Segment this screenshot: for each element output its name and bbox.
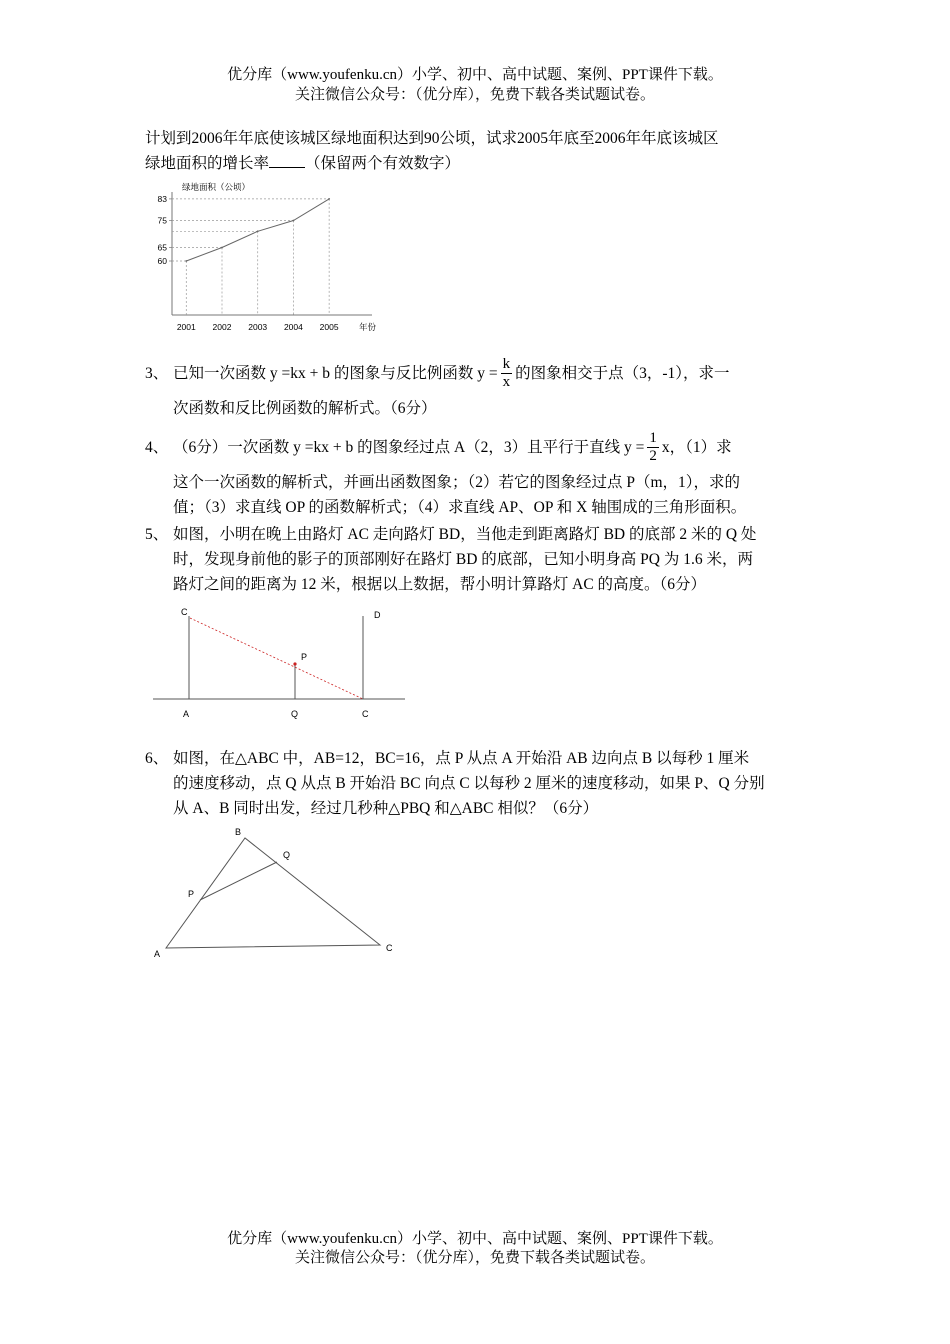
question-3-number: 3、 xyxy=(145,364,169,382)
question-4-text-b: x，（1）求 xyxy=(661,438,732,456)
streetlight-figure xyxy=(150,600,410,725)
y-tick-label: 65 xyxy=(157,242,167,253)
intro-line2 xyxy=(145,151,815,176)
question-3-text-a: 已知一次函数 y =kx + b 的图象与反比例函数 y = xyxy=(173,364,498,382)
y-tick-label: 60 xyxy=(157,256,167,266)
label-b: B xyxy=(235,827,242,837)
chart-title: 绿地面积（公顷） xyxy=(182,182,251,192)
data-point xyxy=(257,230,259,232)
triangle-abc-figure xyxy=(150,825,400,965)
question-3-text-b: 的图象相交于点（3，-1），求一 xyxy=(515,364,730,382)
fraction-numerator: k xyxy=(502,355,511,372)
x-tick-label: 2002 xyxy=(212,322,232,332)
segment-pq xyxy=(200,862,277,900)
y-tick-label: 83 xyxy=(157,193,167,204)
question-5-line1: 如图，小明在晚上由路灯 AC 走向路灯 BD，当他走到距离路灯 BD 的底部 2 米的 Q 处 xyxy=(173,526,757,543)
green-area-chart xyxy=(150,180,390,340)
question-4-text-a: （6分）一次函数 y =kx + b 的图象经过点 A（2，3）且平行于直线 y = xyxy=(173,438,645,456)
x-axis-label: 年份 xyxy=(359,322,377,332)
question-5-number: 5、 xyxy=(145,526,169,543)
label-p: P xyxy=(301,652,308,662)
question-6-line1: 如图，在△ABC 中，AB=12，BC=16，点 P 从点 A 开始沿 AB 边向点 B 以每秒 1 厘米 xyxy=(173,750,750,767)
question-3-line2: 次函数和反比例函数的解析式。（6分） xyxy=(173,400,437,417)
data-point xyxy=(328,198,330,200)
question-6-line3: 从 A、B 同时出发，经过几秒种△PBQ 和△ABC 相似？（6分） xyxy=(173,800,599,817)
data-point xyxy=(221,247,223,249)
data-point xyxy=(293,220,295,222)
question-5-line3: 路灯之间的距离为 12 米，根据以上数据，帮小明计算路灯 AC 的高度。（6分） xyxy=(173,576,707,593)
x-tick-label: 2001 xyxy=(176,322,196,332)
question-6-number: 6、 xyxy=(145,750,169,767)
intro-line1: 计划到2006年年底使该城区绿地面积达到90公顷，试求2005年底至2006年年底该城区 xyxy=(145,130,719,147)
question-4-number: 4、 xyxy=(145,438,169,456)
page-footer-line1: 优分库（www.youfenku.cn）小学、初中、高中试题、案例、PPT课件下载。 xyxy=(227,1231,723,1247)
point-p-marker xyxy=(293,662,296,665)
question-6 xyxy=(145,746,815,821)
label-q: Q xyxy=(291,709,299,719)
fraction-denominator: x xyxy=(502,373,511,390)
label-c-bottom: C xyxy=(362,709,369,719)
question-3 xyxy=(145,350,815,421)
fraction-numerator: 1 xyxy=(649,429,657,446)
data-point xyxy=(185,260,187,262)
intro-line2-text: 绿地面积的增长率 xyxy=(145,155,270,172)
fraction-denominator: 2 xyxy=(649,447,657,464)
label-d: D xyxy=(374,610,381,620)
page-footer-line2: 关注微信公众号：（优分库），免费下载各类试题试卷。 xyxy=(294,1250,655,1266)
label-q: Q xyxy=(283,850,291,860)
y-tick-label: 75 xyxy=(157,215,167,226)
question-6-line2: 的速度移动，点 Q 从点 B 开始沿 BC 向点 C 以每秒 2 厘米的速度移动，如果 P、Q 分别 xyxy=(173,775,765,792)
question-4-line3: 值；（3）求直线 OP 的函数解析式；（4）求直线 AP、OP 和 X 轴围成的三角形面积。 xyxy=(173,499,747,516)
question-5-line2: 时，发现身前他的影子的顶部刚好在路灯 BD 的底部，已知小明身高 PQ 为 1.6 米，两 xyxy=(173,551,753,568)
page-header-line2: 关注微信公众号：（优分库），免费下载各类试题试卷。 xyxy=(294,87,655,103)
triangle-abc xyxy=(166,838,380,948)
x-tick-label: 2005 xyxy=(319,322,339,332)
x-tick-label: 2004 xyxy=(283,322,303,332)
label-a: A xyxy=(183,709,190,719)
question-4 xyxy=(145,424,815,520)
question-4-line2: 这个一次函数的解析式，并画出函数图象；（2）若它的图象经过点 P（m，1），求的 xyxy=(173,474,741,491)
label-p: P xyxy=(188,889,195,899)
intro-line2-suffix: （保留两个有效数字） xyxy=(305,155,461,172)
page-header-line1: 优分库（www.youfenku.cn）小学、初中、高中试题、案例、PPT课件下载。 xyxy=(227,67,723,83)
question-5 xyxy=(145,522,815,597)
fraction-k-over-x xyxy=(501,356,513,391)
fraction-one-half xyxy=(647,430,659,465)
x-tick-label: 2003 xyxy=(248,322,268,332)
label-c-top: C xyxy=(181,607,188,617)
intro-paragraph xyxy=(145,126,815,176)
label-c: C xyxy=(386,943,393,953)
answer-blank xyxy=(269,153,305,168)
label-a: A xyxy=(154,949,161,959)
light-ray xyxy=(190,618,363,699)
